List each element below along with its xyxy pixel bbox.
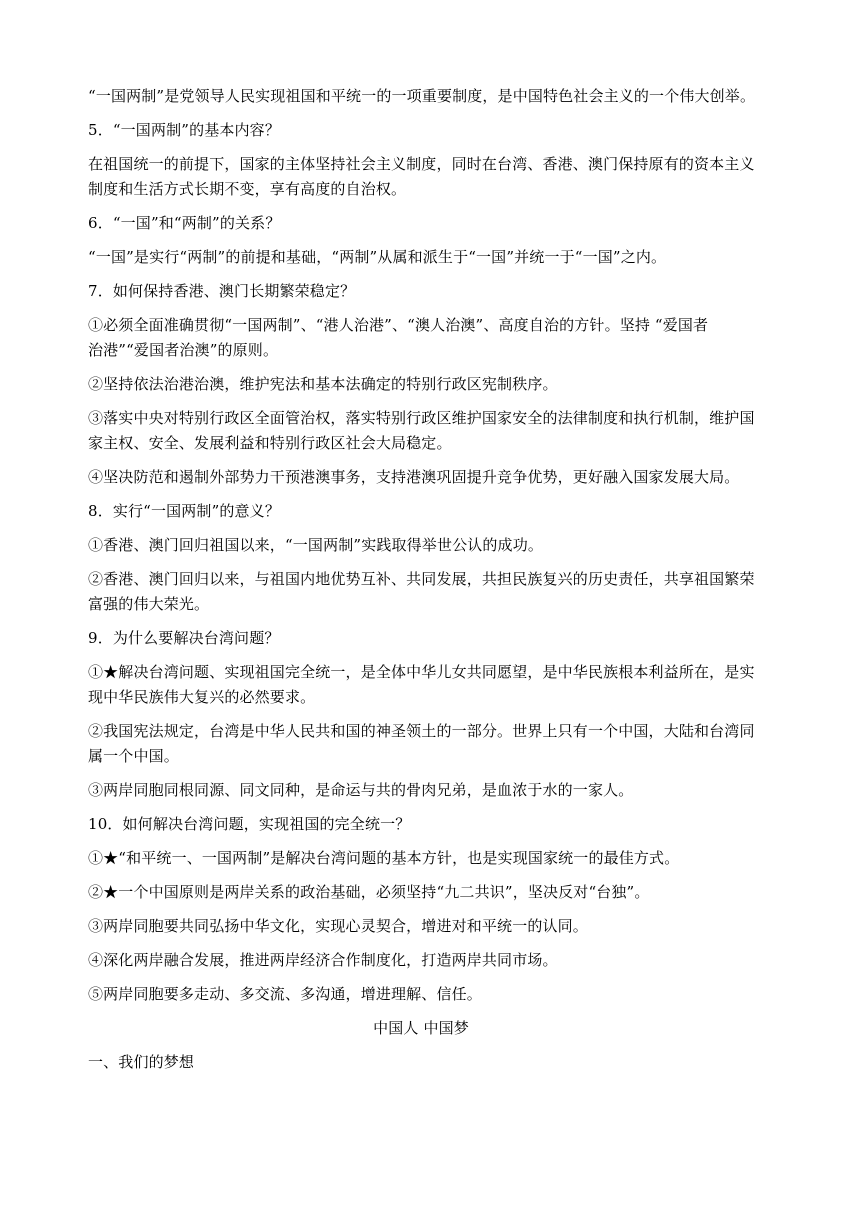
answer-7-item-3-line-2: 家主权、安全、发展利益和特别行政区社会大局稳定。 <box>88 434 452 452</box>
answer-7-item-2: ②坚持依法治港治澳，维护宪法和基本法确定的特别行政区宪制秩序。 <box>88 375 558 393</box>
answer-10-item-5: ⑤两岸同胞要多走动、多交流、多沟通，增进理解、信任。 <box>88 985 482 1003</box>
question-10: 10．如何解决台湾问题，实现祖国的完全统一？ <box>88 815 411 833</box>
question-6: 6．“一国”和“两制”的关系？ <box>88 214 281 232</box>
answer-10-item-4: ④深化两岸融合发展，推进两岸经济合作制度化，打造两岸共同市场。 <box>88 951 558 969</box>
document-page <box>88 86 772 1072</box>
answer-9-item-1-line-1: ①★解决台湾问题、实现祖国完全统一，是全体中华儿女共同愿望，是中华民族根本利益所在，是实 <box>88 663 755 681</box>
subsection-title: 一、我们的梦想 <box>88 1053 195 1071</box>
answer-10-item-3: ③两岸同胞要共同弘扬中华文化，实现心灵契合，增进对和平统一的认同。 <box>88 917 588 935</box>
answer-5-line-2: 制度和生活方式长期不变，享有高度的自治权。 <box>88 180 407 198</box>
answer-10-item-2: ②★一个中国原则是两岸关系的政治基础，必须坚持“九二共识”，坚决反对“台独”。 <box>88 883 650 901</box>
answer-7-item-1-line-2: 治港”“爱国者治澳”的原则。 <box>88 341 279 359</box>
answer-9-item-2-line-1: ②我国宪法规定，台湾是中华人民共和国的神圣领土的一部分。世界上只有一个中国，大陆和台湾同 <box>88 722 755 740</box>
answer-8-item-1: ①香港、澳门回归祖国以来，“一国两制”实践取得举世公认的成功。 <box>88 536 543 554</box>
answer-7-item-1-line-1: ①必须全面准确贯彻“一国两制”、“港人治港”、“澳人治澳”、高度自治的方针。坚持 “爱国者 <box>88 316 709 334</box>
section-title: 中国人 中国梦 <box>373 1019 469 1037</box>
answer-6: “一国”是实行“两制”的前提和基础，“两制”从属和派生于“一国”并统一于“一国”之内。 <box>88 248 667 266</box>
question-5: 5．“一国两制”的基本内容？ <box>88 121 280 139</box>
answer-9-item-3: ③两岸同胞同根同源、同文同种，是命运与共的骨肉兄弟，是血浓于水的一家人。 <box>88 781 634 799</box>
question-9: 9．为什么要解决台湾问题？ <box>88 629 280 647</box>
answer-8-item-2-line-1: ②香港、澳门回归以来，与祖国内地优势互补、共同发展，共担民族复兴的历史责任，共享祖国繁荣 <box>88 570 755 588</box>
answer-10-item-1: ①★“和平统一、一国两制”是解决台湾问题的基本方针，也是实现国家统一的最佳方式。 <box>88 849 680 867</box>
question-7: 7．如何保持香港、澳门长期繁荣稳定？ <box>88 282 356 300</box>
paragraph-intro: “一国两制”是党领导人民实现祖国和平统一的一项重要制度，是中国特色社会主义的一个伟大创举。 <box>88 87 756 105</box>
question-8: 8．实行“一国两制”的意义？ <box>88 502 280 520</box>
answer-5-line-1: 在祖国统一的前提下，国家的主体坚持社会主义制度，同时在台湾、香港、澳门保持原有的资本主义 <box>88 155 755 173</box>
answer-8-item-2-line-2: 富强的伟大荣光。 <box>88 595 210 613</box>
answer-9-item-2-line-2: 属一个中国。 <box>88 747 179 765</box>
answer-7-item-4: ④坚决防范和遏制外部势力干预港澳事务，支持港澳巩固提升竞争优势，更好融入国家发展大局。 <box>88 468 740 486</box>
answer-7-item-3-line-1: ③落实中央对特别行政区全面管治权，落实特别行政区维护国家安全的法律制度和执行机制，维护国 <box>88 409 755 427</box>
answer-9-item-1-line-2: 现中华民族伟大复兴的必然要求。 <box>88 688 316 706</box>
